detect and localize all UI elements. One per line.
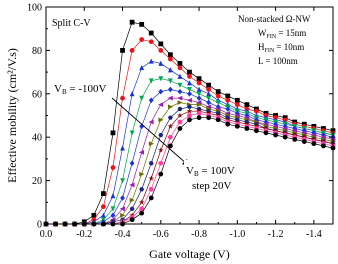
data-point-vb-20-14 (178, 100, 183, 105)
data-point-vb-0-12 (158, 102, 163, 107)
data-point-vb--20-15 (187, 91, 192, 97)
data-point-vb-20-9 (130, 198, 135, 203)
data-point-vb-100-26 (292, 137, 297, 142)
data-point-vb-80-13 (168, 135, 173, 140)
data-point-vb--60-7 (111, 193, 116, 198)
params-line-2: $W_{FIN} = 15nm$ (258, 28, 307, 40)
data-point-vb-100-15 (187, 117, 192, 122)
data-point-vb--60-14 (178, 74, 183, 79)
data-point-vb--100-6 (101, 191, 106, 196)
data-point-vb--80-16 (197, 81, 202, 86)
data-point-vb--20-8 (120, 195, 125, 201)
x-tick-label: -0.6 (152, 229, 169, 240)
data-point-vb--20-9 (130, 160, 135, 166)
data-point-vb--100-9 (130, 20, 135, 25)
data-point-vb-100-21 (245, 126, 250, 131)
data-point-vb--40-9 (130, 130, 135, 135)
data-point-vb-80-16 (197, 111, 202, 116)
x-tick-label: -1.4 (305, 229, 322, 240)
data-point-vb-100-11 (149, 196, 154, 201)
data-point-vb-20-13 (168, 104, 173, 109)
data-point-vb-80-11 (149, 187, 154, 192)
data-point-vb--60-13 (168, 67, 173, 72)
data-point-vb--80-7 (111, 165, 116, 170)
data-point-vb-100-19 (225, 122, 230, 127)
data-point-vb-40-11 (149, 161, 154, 165)
data-point-vb--40-10 (139, 96, 144, 101)
data-point-vb--100-21 (245, 102, 250, 107)
data-point-vb--60-6 (101, 213, 106, 218)
data-point-vb--20-14 (178, 89, 183, 95)
data-point-vb-100-9 (130, 217, 135, 222)
annotation-step: step 20V (192, 180, 232, 192)
x-tick-label: -0.2 (76, 229, 93, 240)
data-point-vb--100-18 (216, 89, 221, 94)
data-point-vb--80-8 (120, 96, 125, 101)
data-point-vb--100-12 (158, 41, 163, 46)
data-point-vb--20-16 (197, 95, 202, 101)
data-point-vb--100-19 (225, 94, 230, 99)
y-tick-label: 0 (37, 219, 42, 231)
data-point-vb-100-12 (158, 172, 163, 177)
data-point-vb-100-24 (273, 133, 278, 138)
annotation-vb-start: VB = -100V (54, 83, 107, 96)
data-point-vb-100-27 (302, 139, 307, 144)
y-tick-label: 20 (32, 176, 42, 188)
data-point-vb-60-14 (177, 113, 183, 118)
data-point-vb--100-16 (197, 76, 202, 81)
data-point-vb-20-12 (158, 117, 163, 122)
data-point-vb-0-8 (120, 206, 125, 211)
data-point-vb--60-11 (149, 58, 154, 63)
data-point-vb--100-15 (187, 70, 192, 75)
annotation-split-cv: Split C-V (52, 18, 91, 29)
data-point-vb-40-12 (158, 133, 163, 137)
data-point-vb--20-13 (168, 87, 173, 93)
data-point-vb-100-22 (254, 128, 259, 133)
data-point-vb-0-15 (187, 98, 192, 103)
data-point-vb-0-14 (177, 96, 182, 101)
data-point-vb--80-6 (101, 204, 106, 209)
data-point-vb-60-11 (148, 175, 154, 180)
data-point-vb--60-9 (130, 91, 135, 96)
data-point-vb--40-8 (120, 178, 125, 183)
data-point-vb--60-8 (120, 145, 125, 150)
data-point-vb-20-11 (149, 141, 154, 146)
x-tick-label: -1.0 (229, 229, 246, 240)
data-point-vb-0-9 (129, 183, 134, 188)
data-point-vb--100-17 (206, 83, 211, 88)
data-point-vb--40-14 (178, 83, 183, 88)
x-tick-label: -1.2 (267, 229, 284, 240)
data-point-vb-100-17 (206, 115, 211, 120)
data-point-vb-60-12 (158, 147, 164, 152)
data-point-vb-100-23 (264, 130, 269, 135)
data-point-vb-100-29 (321, 143, 326, 148)
x-axis-label: Gate voltage (V) (149, 247, 230, 261)
x-tick-label: -0.8 (191, 229, 207, 240)
y-tick-label: 80 (32, 45, 42, 57)
data-point-vb--80-14 (178, 65, 183, 70)
data-point-vb-60-10 (139, 199, 145, 204)
data-point-vb-100-25 (283, 135, 288, 140)
data-point-vb-100-16 (197, 115, 202, 120)
data-point-vb-100-20 (235, 124, 240, 129)
data-point-vb--80-15 (187, 74, 192, 79)
data-point-vb-100-10 (139, 211, 144, 216)
y-tick-label: 60 (32, 89, 42, 101)
data-point-vb-40-10 (139, 187, 144, 191)
y-tick-label: 100 (27, 2, 42, 14)
data-point-vb--100-7 (111, 130, 116, 135)
params-line-4: L = 100nm (258, 56, 298, 66)
data-point-vb-100-14 (178, 126, 183, 131)
data-point-vb--60-17 (206, 91, 211, 96)
data-point-vb--100-11 (149, 31, 154, 36)
data-point-vb--40-13 (168, 78, 173, 83)
annotation-vb-end: VB = 100V (186, 165, 235, 178)
params-line-1: Non-stacked Ω-NW (238, 14, 311, 24)
y-tick-label: 40 (32, 132, 42, 144)
data-point-vb--80-9 (130, 48, 135, 53)
data-point-vb--100-14 (178, 61, 183, 66)
data-point-vb-100-18 (216, 117, 221, 122)
data-point-vb--40-11 (149, 78, 154, 83)
data-point-vb-100-28 (311, 141, 316, 146)
data-point-vb--80-12 (158, 48, 163, 53)
data-point-vb-80-12 (158, 161, 163, 166)
data-point-vb--60-16 (197, 87, 202, 92)
data-point-vb--100-20 (235, 98, 240, 103)
data-point-vb--20-17 (206, 100, 211, 106)
data-point-vb--100-8 (120, 48, 125, 53)
data-point-vb--60-15 (187, 80, 192, 85)
params-line-3: $H_{FIN} = 10nm$ (258, 42, 305, 54)
x-tick-label: -0.4 (114, 229, 131, 240)
data-point-vb--100-10 (139, 22, 144, 27)
x-tick-label: 0.0 (39, 229, 53, 240)
data-point-vb--60-10 (139, 65, 144, 70)
vb-arrow-line (112, 98, 188, 165)
data-point-vb-80-14 (178, 120, 183, 125)
data-point-vb--80-11 (149, 39, 154, 44)
y-axis-label: Effective mobility (cm²/V.s) (5, 48, 19, 183)
data-point-vb--80-10 (139, 37, 144, 42)
series-vb--40 (44, 76, 336, 227)
data-point-vb--100-13 (168, 52, 173, 57)
data-point-vb--80-13 (168, 57, 173, 62)
data-point-vb-80-15 (187, 113, 192, 118)
